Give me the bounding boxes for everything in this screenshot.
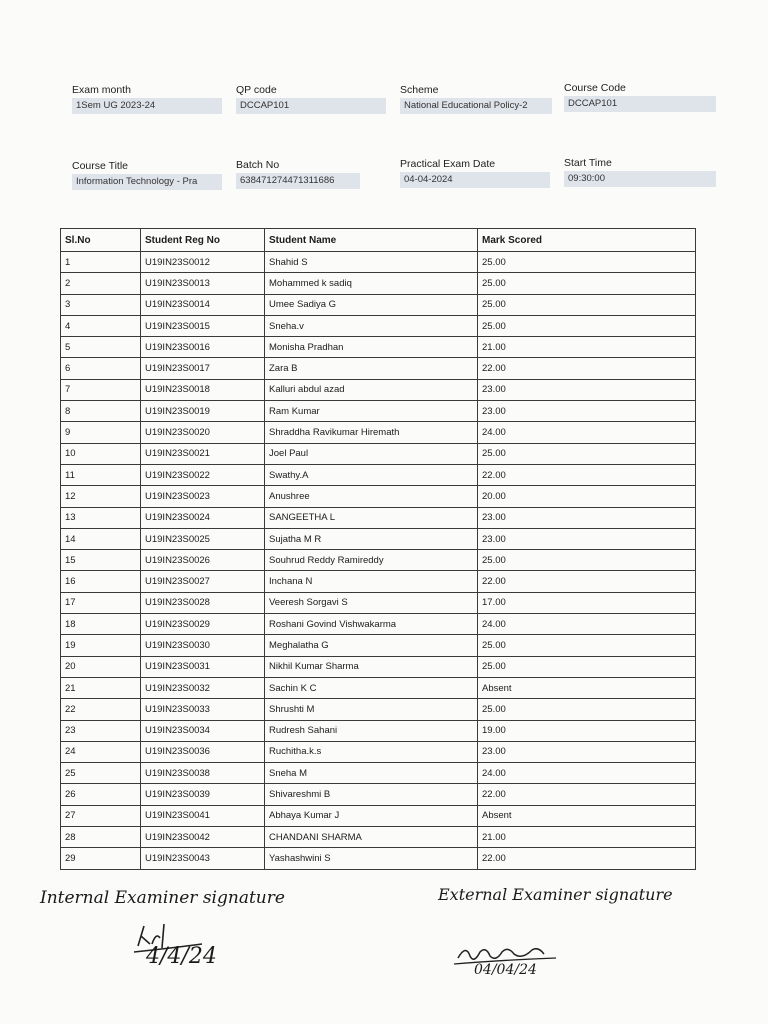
cell-student-reg-no: U19IN23S0016: [141, 337, 265, 358]
cell-mark-scored: 24.00: [478, 614, 696, 635]
cell-sl-no: 29: [61, 848, 141, 869]
cell-mark-scored: 21.00: [478, 827, 696, 848]
cell-student-reg-no: U19IN23S0025: [141, 528, 265, 549]
table-row: [61, 848, 696, 869]
table-row: [61, 592, 696, 613]
cell-mark-scored: 19.00: [478, 720, 696, 741]
table-row: [61, 294, 696, 315]
external-examiner-signature-label: External Examiner signature: [438, 885, 673, 904]
cell-mark-scored: 22.00: [478, 848, 696, 869]
cell-student-reg-no: U19IN23S0023: [141, 486, 265, 507]
cell-mark-scored: 23.00: [478, 741, 696, 762]
cell-student-name: Anushree: [265, 486, 478, 507]
cell-student-reg-no: U19IN23S0015: [141, 315, 265, 336]
course-title-label: Course Title: [72, 160, 129, 172]
cell-sl-no: 4: [61, 315, 141, 336]
table-row: [61, 337, 696, 358]
cell-student-name: Yashashwini S: [265, 848, 478, 869]
cell-student-name: Rudresh Sahani: [265, 720, 478, 741]
qp-code-label: QP code: [236, 84, 277, 96]
course-code-value: DCCAP101: [564, 96, 716, 112]
cell-sl-no: 6: [61, 358, 141, 379]
cell-student-name: Souhrud Reddy Ramireddy: [265, 550, 478, 571]
cell-sl-no: 27: [61, 805, 141, 826]
cell-student-reg-no: U19IN23S0017: [141, 358, 265, 379]
cell-student-reg-no: U19IN23S0012: [141, 252, 265, 273]
cell-student-reg-no: U19IN23S0028: [141, 592, 265, 613]
cell-student-name: Shraddha Ravikumar Hiremath: [265, 422, 478, 443]
table-row: [61, 486, 696, 507]
table-row: [61, 656, 696, 677]
cell-mark-scored: 25.00: [478, 273, 696, 294]
table-row: [61, 401, 696, 422]
table-row: [61, 379, 696, 400]
cell-student-name: Meghalatha G: [265, 635, 478, 656]
cell-student-reg-no: U19IN23S0027: [141, 571, 265, 592]
table-row: [61, 677, 696, 698]
table-body: [61, 252, 696, 870]
cell-student-name: Ram Kumar: [265, 401, 478, 422]
table-row: [61, 699, 696, 720]
table-row: [61, 763, 696, 784]
cell-student-reg-no: U19IN23S0034: [141, 720, 265, 741]
header-student-reg-no: Student Reg No: [141, 229, 265, 252]
course-code-label: Course Code: [564, 82, 626, 94]
cell-student-reg-no: U19IN23S0030: [141, 635, 265, 656]
cell-mark-scored: 25.00: [478, 315, 696, 336]
cell-student-name: Nikhil Kumar Sharma: [265, 656, 478, 677]
cell-sl-no: 13: [61, 507, 141, 528]
cell-student-reg-no: U19IN23S0033: [141, 699, 265, 720]
cell-sl-no: 1: [61, 252, 141, 273]
qp-code-field: [236, 84, 386, 114]
start-time-value: 09:30:00: [564, 171, 716, 187]
cell-mark-scored: Absent: [478, 677, 696, 698]
cell-student-name: Swathy.A: [265, 464, 478, 485]
cell-sl-no: 10: [61, 443, 141, 464]
cell-sl-no: 5: [61, 337, 141, 358]
exam-month-value: 1Sem UG 2023-24: [72, 98, 222, 114]
qp-code-value: DCCAP101: [236, 98, 386, 114]
cell-mark-scored: 22.00: [478, 358, 696, 379]
cell-student-name: Abhaya Kumar J: [265, 805, 478, 826]
start-time-label: Start Time: [564, 157, 612, 169]
cell-student-reg-no: U19IN23S0031: [141, 656, 265, 677]
cell-sl-no: 14: [61, 528, 141, 549]
cell-mark-scored: Absent: [478, 805, 696, 826]
start-time-field: [564, 157, 716, 187]
cell-student-reg-no: U19IN23S0039: [141, 784, 265, 805]
scheme-value: National Educational Policy-2: [400, 98, 552, 114]
cell-student-reg-no: U19IN23S0014: [141, 294, 265, 315]
header-sl-no: Sl.No: [61, 229, 141, 252]
table-row: [61, 443, 696, 464]
table-row: [61, 741, 696, 762]
cell-sl-no: 26: [61, 784, 141, 805]
scheme-label: Scheme: [400, 84, 439, 96]
cell-sl-no: 28: [61, 827, 141, 848]
cell-sl-no: 11: [61, 464, 141, 485]
table-row: [61, 720, 696, 741]
course-title-value: Information Technology - Pra: [72, 174, 222, 190]
cell-student-name: Kalluri abdul azad: [265, 379, 478, 400]
cell-mark-scored: 23.00: [478, 379, 696, 400]
cell-mark-scored: 22.00: [478, 571, 696, 592]
table-row: [61, 805, 696, 826]
cell-student-reg-no: U19IN23S0043: [141, 848, 265, 869]
table-row: [61, 422, 696, 443]
cell-student-reg-no: U19IN23S0026: [141, 550, 265, 571]
cell-mark-scored: 25.00: [478, 550, 696, 571]
marks-table: [60, 228, 696, 870]
cell-student-reg-no: U19IN23S0019: [141, 401, 265, 422]
table-row: [61, 273, 696, 294]
table-row: [61, 315, 696, 336]
batch-no-label: Batch No: [236, 159, 280, 171]
cell-student-reg-no: U19IN23S0020: [141, 422, 265, 443]
table-row: [61, 252, 696, 273]
cell-mark-scored: 23.00: [478, 401, 696, 422]
cell-student-name: Sujatha M R: [265, 528, 478, 549]
cell-sl-no: 3: [61, 294, 141, 315]
cell-student-name: Monisha Pradhan: [265, 337, 478, 358]
cell-student-name: Mohammed k sadiq: [265, 273, 478, 294]
cell-student-name: Veeresh Sorgavi S: [265, 592, 478, 613]
cell-mark-scored: 21.00: [478, 337, 696, 358]
cell-student-name: Sachin K C: [265, 677, 478, 698]
cell-mark-scored: 17.00: [478, 592, 696, 613]
batch-no-value: 638471274471311686: [236, 173, 360, 189]
cell-student-reg-no: U19IN23S0024: [141, 507, 265, 528]
cell-student-reg-no: U19IN23S0018: [141, 379, 265, 400]
cell-student-name: Zara B: [265, 358, 478, 379]
header-student-name: Student Name: [265, 229, 478, 252]
cell-student-name: Joel Paul: [265, 443, 478, 464]
cell-mark-scored: 25.00: [478, 635, 696, 656]
table-row: [61, 550, 696, 571]
cell-mark-scored: 25.00: [478, 252, 696, 273]
cell-student-reg-no: U19IN23S0038: [141, 763, 265, 784]
cell-mark-scored: 20.00: [478, 486, 696, 507]
cell-sl-no: 21: [61, 677, 141, 698]
table-row: [61, 464, 696, 485]
course-code-field: [564, 82, 716, 112]
cell-student-reg-no: U19IN23S0021: [141, 443, 265, 464]
cell-student-name: Shahid S: [265, 252, 478, 273]
cell-sl-no: 18: [61, 614, 141, 635]
table-row: [61, 614, 696, 635]
cell-sl-no: 20: [61, 656, 141, 677]
cell-mark-scored: 24.00: [478, 763, 696, 784]
cell-sl-no: 25: [61, 763, 141, 784]
internal-examiner-signature-label: Internal Examiner signature: [40, 888, 285, 908]
header-mark-scored: Mark Scored: [478, 229, 696, 252]
cell-sl-no: 16: [61, 571, 141, 592]
cell-student-name: Shrushti M: [265, 699, 478, 720]
cell-mark-scored: 22.00: [478, 784, 696, 805]
cell-mark-scored: 25.00: [478, 294, 696, 315]
external-signature-date: 04/04/24: [474, 962, 537, 978]
practical-exam-date-field: [400, 158, 550, 188]
cell-student-name: SANGEETHA L: [265, 507, 478, 528]
cell-student-reg-no: U19IN23S0041: [141, 805, 265, 826]
practical-exam-date-value: 04-04-2024: [400, 172, 550, 188]
cell-student-reg-no: U19IN23S0022: [141, 464, 265, 485]
cell-sl-no: 15: [61, 550, 141, 571]
exam-month-label: Exam month: [72, 84, 131, 96]
cell-student-name: Inchana N: [265, 571, 478, 592]
cell-student-name: Roshani Govind Vishwakarma: [265, 614, 478, 635]
table-header-row: [61, 229, 696, 252]
cell-mark-scored: 25.00: [478, 699, 696, 720]
cell-student-name: Shivareshmi B: [265, 784, 478, 805]
practical-exam-date-label: Practical Exam Date: [400, 158, 496, 170]
cell-student-reg-no: U19IN23S0029: [141, 614, 265, 635]
cell-student-name: CHANDANI SHARMA: [265, 827, 478, 848]
cell-sl-no: 22: [61, 699, 141, 720]
cell-mark-scored: 22.00: [478, 464, 696, 485]
cell-sl-no: 7: [61, 379, 141, 400]
internal-signature-date: 4/4/24: [146, 944, 217, 969]
table-row: [61, 528, 696, 549]
cell-mark-scored: 23.00: [478, 507, 696, 528]
cell-student-name: Ruchitha.k.s: [265, 741, 478, 762]
cell-mark-scored: 23.00: [478, 528, 696, 549]
cell-sl-no: 23: [61, 720, 141, 741]
table-row: [61, 784, 696, 805]
cell-student-reg-no: U19IN23S0032: [141, 677, 265, 698]
cell-student-name: Sneha M: [265, 763, 478, 784]
cell-sl-no: 24: [61, 741, 141, 762]
cell-mark-scored: 24.00: [478, 422, 696, 443]
cell-student-name: Umee Sadiya G: [265, 294, 478, 315]
exam-month-field: [72, 84, 222, 114]
table-row: [61, 358, 696, 379]
table-row: [61, 507, 696, 528]
cell-sl-no: 12: [61, 486, 141, 507]
table-row: [61, 635, 696, 656]
cell-sl-no: 8: [61, 401, 141, 422]
cell-sl-no: 2: [61, 273, 141, 294]
cell-student-reg-no: U19IN23S0042: [141, 827, 265, 848]
cell-sl-no: 19: [61, 635, 141, 656]
cell-student-reg-no: U19IN23S0036: [141, 741, 265, 762]
cell-sl-no: 9: [61, 422, 141, 443]
cell-student-reg-no: U19IN23S0013: [141, 273, 265, 294]
cell-mark-scored: 25.00: [478, 656, 696, 677]
cell-sl-no: 17: [61, 592, 141, 613]
cell-student-name: Sneha.v: [265, 315, 478, 336]
course-title-field: [72, 160, 222, 190]
scheme-field: [400, 84, 552, 114]
batch-no-field: [236, 159, 360, 189]
table-row: [61, 571, 696, 592]
cell-mark-scored: 25.00: [478, 443, 696, 464]
table-row: [61, 827, 696, 848]
